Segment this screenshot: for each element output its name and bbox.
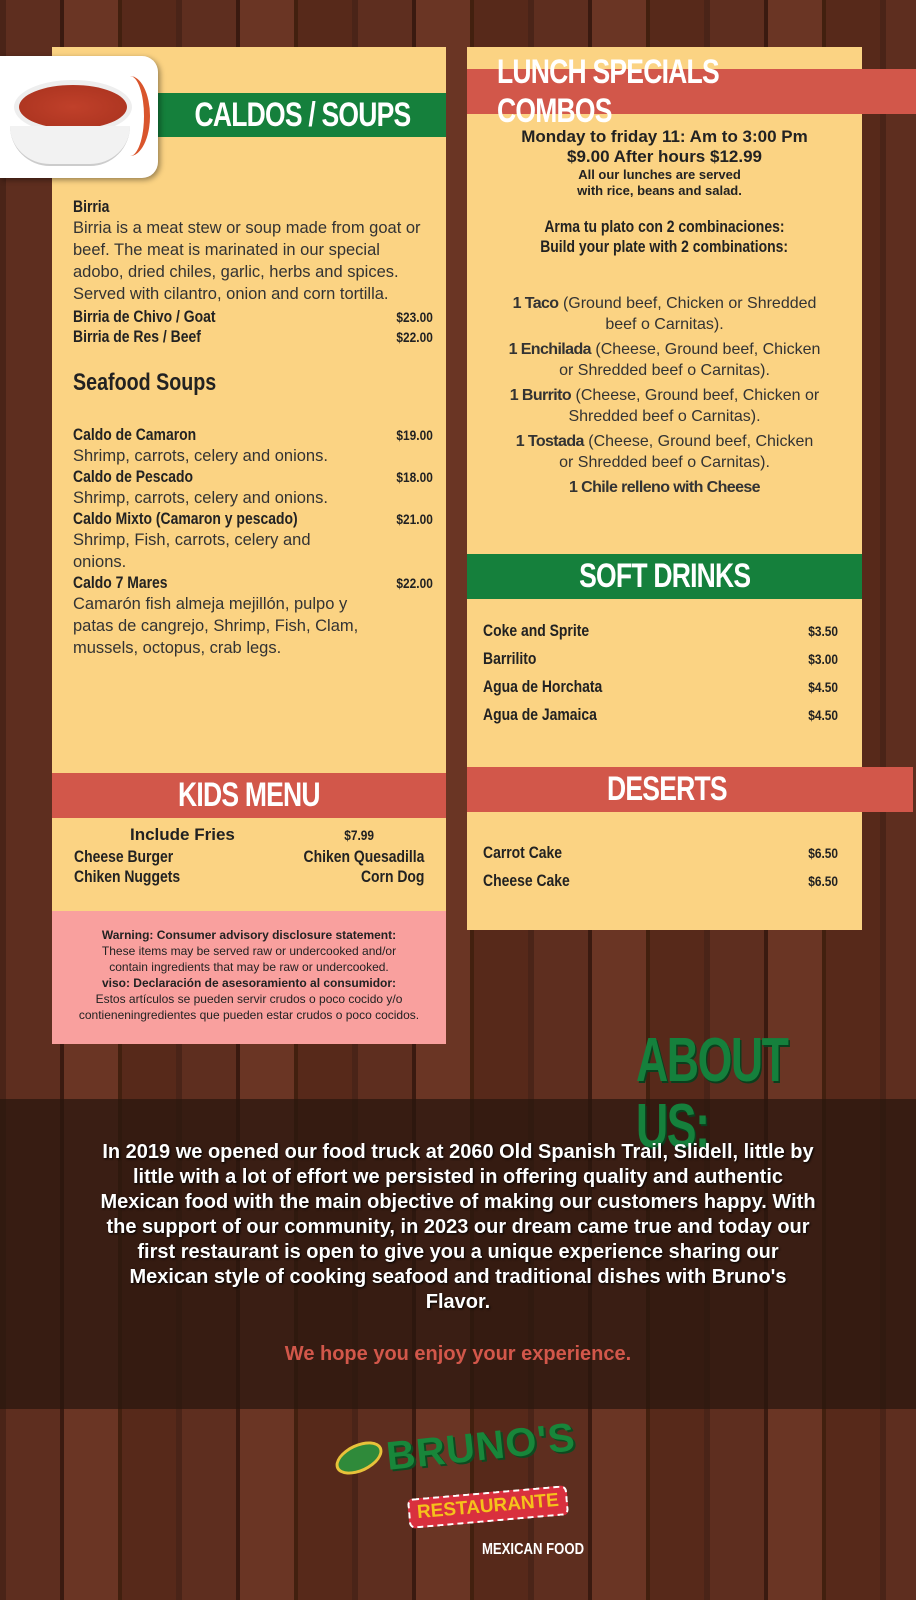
- logo-ribbon: [407, 1485, 569, 1529]
- combo-item: 1 Burrito (Cheese, Ground beef, Chicken or Shredded beef o Carnitas).: [509, 387, 820, 425]
- menu-item: Carrot Cake $6.50: [483, 843, 838, 862]
- item-price: $23.00: [396, 309, 433, 325]
- birria-desc: Birria is a meat stew or soup made from goat or beef. The meat is marinated in our special adobo, dried chiles, garlic, herbs and spices. Served with cilantro, onion and corn tortilla.: [73, 219, 421, 303]
- sombrero-icon: [330, 1435, 387, 1482]
- combo-item: 1 Taco (Ground beef, Chicken or Shredded beef o Carnitas).: [512, 295, 817, 333]
- item-name: Caldo Mixto (Camaron y pescado): [73, 509, 298, 528]
- deserts-list: [483, 839, 838, 895]
- drinks-title: SOFT DRINKS: [578, 557, 751, 595]
- menu-item: [73, 573, 433, 593]
- caldos-panel: [52, 47, 446, 1044]
- lunch-hours: Monday to friday 11: Am to 3:00 Pm: [521, 127, 808, 146]
- warning-title-en: Warning: Consumer advisory disclosure statement:: [101, 928, 397, 942]
- caldos-header: [158, 93, 446, 137]
- menu-item: [73, 509, 433, 529]
- kids-item: Chiken Quesadilla: [303, 847, 424, 866]
- kids-title: KIDS MENU: [178, 776, 320, 814]
- drinks-list: [483, 617, 838, 729]
- lunch-prices: $9.00 After hours $12.99: [567, 147, 762, 166]
- item-name: Caldo 7 Mares: [73, 573, 168, 592]
- item-desc: Camarón fish almeja mejillón, pulpo y patas de cangrejo, Shrimp, Fish, Clam, mussels, octopus, crab legs.: [73, 595, 359, 657]
- kids-header: [52, 773, 446, 818]
- combo-item: 1 Chile relleno with Cheese: [569, 479, 760, 496]
- combo-item: 1 Enchilada (Cheese, Ground beef, Chicken or Shredded beef o Carnitas).: [508, 341, 821, 379]
- kids-price: $7.99: [344, 827, 374, 843]
- kids-item: Corn Dog: [360, 867, 424, 886]
- item-name: Caldo de Pescado: [73, 467, 194, 486]
- item-desc: Shrimp, carrots, celery and onions.: [73, 489, 328, 507]
- item-price: $22.00: [396, 329, 433, 345]
- warning-text-en: These items may be served raw or undercooked and/or contain ingredients that may be raw or undercooked.: [101, 944, 397, 974]
- deserts-title: DESERTS: [607, 770, 727, 808]
- item-price: $21.00: [396, 511, 433, 527]
- about-closing: We hope you enjoy your experience.: [284, 1343, 632, 1365]
- logo-sub: RESTAURANTE: [416, 1489, 560, 1524]
- menu-item: [73, 425, 433, 445]
- menu-item: Cheese Cake $6.50: [483, 871, 838, 890]
- menu-item: [73, 327, 433, 347]
- item-price: $22.00: [396, 575, 433, 591]
- deserts-header: [467, 767, 913, 812]
- logo-name: BRUNO'S: [384, 1415, 578, 1479]
- birria-name: Birria: [73, 197, 110, 216]
- menu-item: [73, 307, 433, 327]
- item-name: Birria de Chivo / Goat: [73, 307, 216, 326]
- kids-item: Cheese Burger: [74, 847, 174, 866]
- menu-item: Agua de Horchata $4.50: [483, 677, 838, 696]
- item-price: $19.00: [396, 427, 433, 443]
- item-name: Caldo de Camaron: [73, 425, 197, 444]
- about-text: In 2019 we opened our food truck at 2060 Old Spanish Trail, Slidell, little by little with a lot of effort we persisted in offering quality and authentic Mexican food with the main objective of making our customers happy. With the support of our community, in 2023 our dream came true and today our first restaurant is open to give you a unique experience sharing our Mexican style of cooking seafood and traditional dishes with Bruno's Flavor.: [100, 1141, 816, 1313]
- warning-box: [52, 911, 446, 1044]
- caldos-title: CALDOS / SOUPS: [193, 95, 411, 134]
- soup-bowl-image: [0, 56, 158, 178]
- item-price: $18.00: [396, 469, 433, 485]
- logo-tag: MEXICAN FOOD: [482, 1541, 585, 1558]
- build-en: Build your plate with 2 combinations:: [540, 237, 789, 256]
- warning-text-es: Estos artículos se pueden servir crudos o poco cocido y/o contieneningredientes que pueden estar crudos o poco cocidos.: [78, 992, 420, 1022]
- lunch-title: LUNCH SPECIALS COMBOS: [497, 52, 719, 130]
- brunos-logo: [330, 1415, 600, 1569]
- lunch-note: All our lunches are served with rice, beans and salad.: [577, 167, 742, 198]
- item-name: Birria de Res / Beef: [73, 327, 201, 346]
- kids-section: [74, 825, 424, 887]
- menu-item: Barrilito $3.00: [483, 649, 838, 668]
- menu-item: Agua de Jamaica $4.50: [483, 705, 838, 724]
- warning-title-es: viso: Declaración de asesoramiento al consumidor:: [101, 976, 397, 990]
- birria-section: [73, 197, 433, 659]
- lunch-header: [467, 52, 916, 130]
- lunch-section: [467, 127, 862, 498]
- menu-item: Coke and Sprite $3.50: [483, 621, 838, 640]
- item-desc: Shrimp, carrots, celery and onions.: [73, 447, 328, 465]
- combo-item: 1 Tostada (Cheese, Ground beef, Chicken or Shredded beef o Carnitas).: [515, 433, 814, 471]
- item-desc: Shrimp, Fish, carrots, celery and onions.: [73, 531, 311, 571]
- kids-include: Include Fries: [130, 825, 235, 844]
- about-title: ABOUT US:: [636, 1026, 788, 1161]
- menu-item: [73, 467, 433, 487]
- build-es: Arma tu plato con 2 combinaciones:: [544, 217, 785, 236]
- drinks-header: [467, 554, 862, 599]
- kids-item: Chiken Nuggets: [74, 867, 181, 886]
- seafood-title: Seafood Soups: [73, 369, 217, 396]
